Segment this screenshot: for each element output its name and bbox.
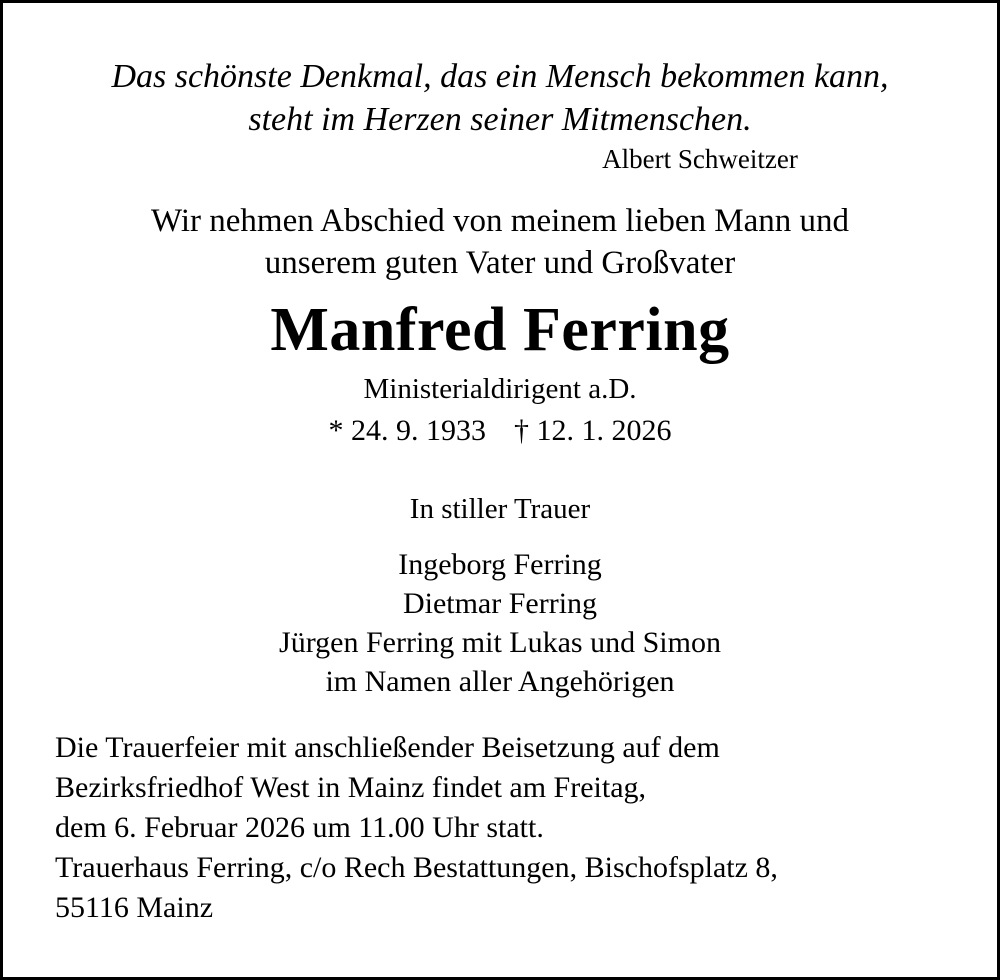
quote-line-2: steht im Herzen seiner Mitmenschen. xyxy=(248,101,752,138)
life-dates xyxy=(3,410,997,452)
funeral-line-3: dem 6. Februar 2026 um 11.00 Uhr statt. xyxy=(55,811,544,844)
funeral-line-5: 55116 Mainz xyxy=(55,891,214,924)
quote-attribution: Albert Schweitzer xyxy=(602,144,798,174)
dagger-icon: † xyxy=(514,414,529,447)
funeral-details xyxy=(55,728,957,928)
funeral-line-2: Bezirksfriedhof West in Mainz findet am Freitag, xyxy=(55,771,647,804)
farewell-text xyxy=(3,200,997,284)
farewell-line-1: Wir nehmen Abschied von meinem lieben Mann und xyxy=(151,203,849,239)
quote-line-1: Das schönste Denkmal, das ein Mensch bekommen kann, xyxy=(111,58,889,95)
birth-date-group xyxy=(329,414,487,447)
death-date: 12. 1. 2026 xyxy=(536,414,672,447)
farewell-line-2: unserem guten Vater und Großvater xyxy=(264,245,736,281)
birth-date: 24. 9. 1933 xyxy=(351,414,486,447)
mourner-2: Dietmar Ferring xyxy=(402,587,598,620)
quote-block xyxy=(3,3,997,141)
birth-symbol: * xyxy=(328,414,344,447)
mourners-list xyxy=(3,545,997,701)
deceased-title: Ministerialdirigent a.D. xyxy=(363,373,637,405)
deceased-name: Manfred Ferring xyxy=(270,296,730,364)
mourner-1: Ingeborg Ferring xyxy=(398,548,602,581)
mourners-note: im Namen aller Angehörigen xyxy=(325,665,675,698)
mourning-heading: In stiller Trauer xyxy=(409,493,591,525)
funeral-line-4: Trauerhaus Ferring, c/o Rech Bestattungen, Bischofsplatz 8, xyxy=(55,851,778,884)
funeral-line-1: Die Trauerfeier mit anschließender Beisetzung auf dem xyxy=(55,731,720,764)
mourner-3: Jürgen Ferring mit Lukas und Simon xyxy=(279,626,721,659)
death-date-group xyxy=(514,414,672,447)
